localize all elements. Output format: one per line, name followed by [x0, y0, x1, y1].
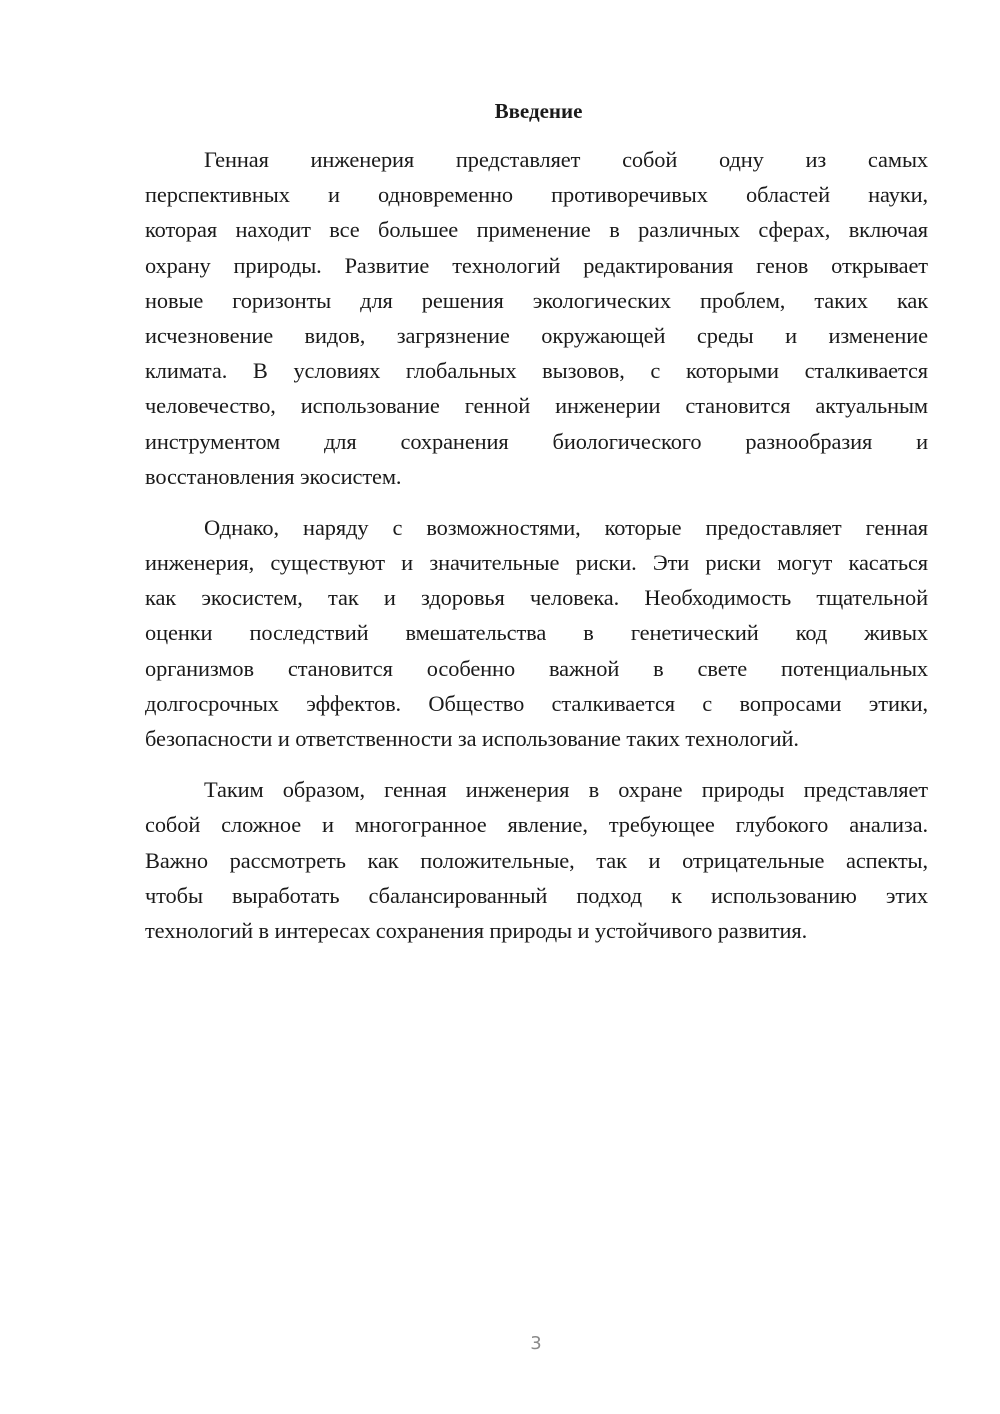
text-line: перспективных и одновременно противоречивых областей науки,	[145, 182, 928, 208]
text-line: инженерия, существуют и значительные риски. Эти риски могут касаться	[145, 550, 928, 576]
text-line: технологий в интересах сохранения природы и устойчивого развития.	[145, 917, 808, 943]
text-line: собой сложное и многогранное явление, требующее глубокого анализа.	[145, 812, 928, 838]
text-line: Таким образом, генная инженерия в охране природы представляет	[204, 777, 928, 803]
text-line: Важно рассмотреть как положительные, так и отрицательные аспекты,	[145, 847, 928, 873]
text-line: восстановления экосистем.	[145, 463, 402, 489]
text-line: оценки последствий вмешательства в генетический код живых	[145, 620, 928, 646]
text-line: охрану природы. Развитие технологий редактирования генов открывает	[145, 252, 928, 278]
text-line: инструментом для сохранения биологического разнообразия и	[145, 428, 928, 454]
text-line: организмов становится особенно важной в свете потенциальных	[145, 655, 928, 681]
text-line: Генная инженерия представляет собой одну из самых	[204, 147, 928, 172]
text-line: долгосрочных эффектов. Общество сталкивается с вопросами этики,	[145, 690, 928, 716]
text-line: новые горизонты для решения экологических проблем, таких как	[145, 287, 928, 313]
text-line: Однако, наряду с возможностями, которые предоставляет генная	[204, 514, 928, 540]
text-line: исчезновение видов, загрязнение окружающей среды и изменение	[145, 322, 928, 348]
section-heading: Введение	[494, 99, 583, 123]
text-line: чтобы выработать сбалансированный подход к использованию этих	[145, 882, 928, 908]
paragraph-3	[145, 772, 928, 948]
page-number: 3	[530, 1333, 542, 1354]
text-line: климата. В условиях глобальных вызовов, с которыми сталкивается	[145, 358, 928, 384]
text-line: как экосистем, так и здоровья человека. Необходимость тщательной	[145, 585, 928, 611]
paragraph-1	[145, 142, 928, 494]
text-line: которая находит все большее применение в различных сферах, включая	[145, 217, 928, 243]
document-page	[145, 96, 928, 964]
text-line: человечество, использование генной инженерии становится актуальным	[145, 393, 928, 419]
text-line: безопасности и ответственности за использование таких технологий.	[145, 726, 799, 751]
paragraph-2	[145, 510, 928, 756]
